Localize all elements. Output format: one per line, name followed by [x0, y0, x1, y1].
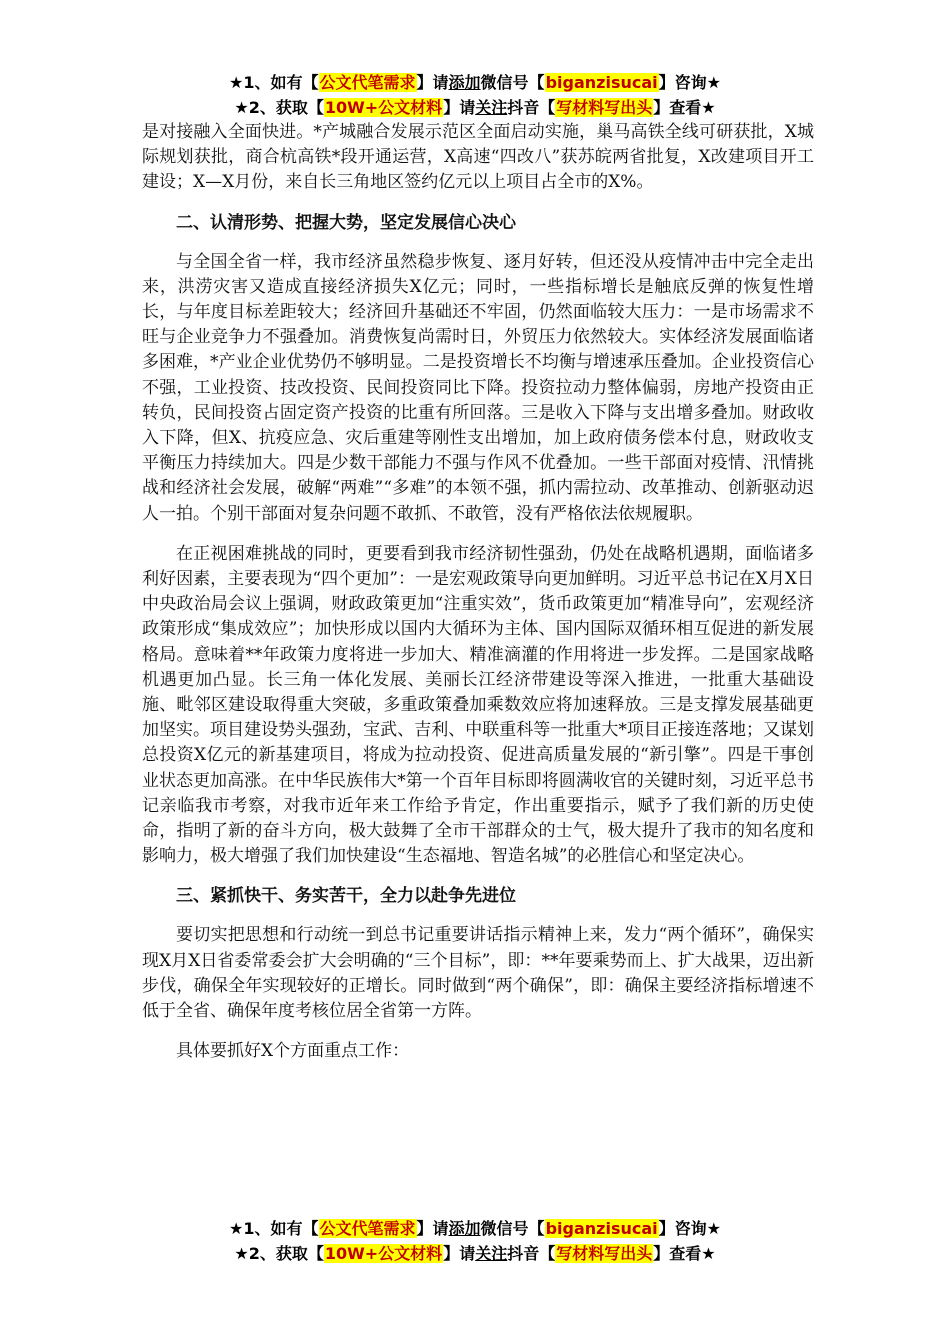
- promo-text: 】查看★: [653, 98, 716, 117]
- promo-highlight-service: 公文代笔需求: [319, 1219, 416, 1238]
- promo-line-2: [0, 95, 950, 120]
- paragraph-continued: 是对接融入全面快进。*产城融合发展示范区全面启动实施，巢马高铁全线可研获批，X城际规划获批，商合杭高铁*段开通运营，X高速“四改八”获苏皖两省批复，X改建项目开工建设；X—X月份，来自长三角地区签约亿元以上项目占全市的X%。: [142, 122, 814, 193]
- promo-underline-add: 添加: [448, 73, 481, 92]
- promo-text: 】请: [443, 98, 476, 117]
- paragraph: 要切实把思想和行动统一到总书记重要讲话指示精神上来，发力“两个循环”，确保实现X月X日省委常委会扩大会明确的“三个目标”，即：**年要乘势而上、扩大战果，迈出新步伐，确保全年实现较好的正增长。同时做到“两个确保”，即：确保主要经济指标增速不低于全省、确保年度考核位居全省第一方阵。: [142, 925, 814, 1022]
- promo-highlight-materials: 10W+公文材料: [324, 98, 443, 117]
- promo-highlight-douyin-account: 写材料写出头: [556, 98, 653, 117]
- promo-highlight-wechat-id: biganzisucai: [545, 73, 658, 92]
- paragraph: 在正视困难挑战的同时，更要看到我市经济韧性强劲，仍处在战略机遇期，面临诸多利好因素，主要表现为“四个更加”：一是宏观政策导向更加鲜明。习近平总书记在X月X日中央政治局会议上强调，财政政策更加“注重实效”，货币政策更加“精准导向”，宏观经济政策形成“集成效应”；加快形成以国内大循环为主体、国内国际双循环相互促进的新发展格局。意味着**年政策力度将进一步加大、精准滴灌的作用将进一步发挥。二是国家战略机遇更加凸显。长三角一体化发展、美丽长江经济带建设等深入推进，一批重大基础设施、毗邻区建设取得重大突破，多重政策叠加乘数效应将加速释放。三是支撑发展基础更加坚实。项目建设势头强劲，宝武、吉利、中联重科等一批重大*项目正接连落地；又谋划总投资X亿元的新基建项目，将成为拉动投资、促进高质量发展的“新引擎”。四是干事创业状态更加高涨。在中华民族伟大*第一个百年目标即将圆满收官的关键时刻，习近平总书记亲临我市考察，对我市近年来工作给予肯定，作出重要指示，赋予了我们新的历史使命，指明了新的奋斗方向，极大鼓舞了全市干部群众的士气，极大提升了我市的知名度和影响力，极大增强了我们加快建设“生态福地、智造名城”的必胜信心和坚定决心。: [142, 543, 814, 867]
- promo-text: 抖音【: [507, 98, 556, 117]
- promo-highlight-douyin-account: 写材料写出头: [556, 1244, 653, 1263]
- section-heading-2: 二、认清形势、把握大势，坚定发展信心决心: [176, 212, 516, 233]
- promo-text: 】查看★: [653, 1244, 716, 1263]
- promo-highlight-wechat-id: biganzisucai: [545, 1219, 658, 1238]
- promo-text: 】咨询★: [658, 1219, 721, 1238]
- promo-underline-follow: 关注: [475, 1244, 508, 1263]
- promo-text: 】咨询★: [658, 73, 721, 92]
- promo-footer: [0, 1216, 950, 1266]
- document-body: [142, 120, 814, 1065]
- paragraph: 具体要抓好X个方面重点工作：: [176, 1041, 410, 1062]
- promo-line-1: [0, 70, 950, 95]
- promo-text: 】请: [443, 1244, 476, 1263]
- paragraph: 与全国全省一样，我市经济虽然稳步恢复、逐月好转，但还没从疫情冲击中完全走出来，洪涝灾害又造成直接经济损失X亿元；同时，一些指标增长是触底反弹的恢复性增长，与年度目标差距较大；经济回升基础还不牢固，仍然面临较大压力：一是市场需求不旺与企业竞争力不强叠加。消费恢复尚需时日，外贸压力依然较大。实体经济发展面临诸多困难，*产业企业优势仍不够明显。二是投资增长不均衡与增速承压叠加。企业投资信心不强，工业投资、技改投资、民间投资同比下降。投资拉动力整体偏弱，房地产投资由正转负，民间投资占固定资产投资的比重有所回落。三是收入下降与支出增多叠加。财政收入下降，但X、抗疫应急、灾后重建等刚性支出增加，加上政府债务偿本付息，财政收支平衡压力持续加大。四是少数干部能力不强与作风不优叠加。一些干部面对疫情、汛情挑战和经济社会发展，破解“两难”“多难”的本领不强，抓内需拉动、改革推动、创新驱动迟人一拍。个别干部面对复杂问题不敢抓、不敢管，没有严格依法依规履职。: [142, 251, 814, 524]
- promo-underline-follow: 关注: [475, 98, 508, 117]
- promo-highlight-service: 公文代笔需求: [319, 73, 416, 92]
- promo-text: 微信号【: [480, 73, 545, 92]
- promo-text: ★2、获取【: [234, 98, 324, 117]
- promo-text: 】请: [416, 73, 449, 92]
- promo-underline-add: 添加: [448, 1219, 481, 1238]
- promo-text: 微信号【: [480, 1219, 545, 1238]
- section-heading-3: 三、紧抓快干、务实苦干，全力以赴争先进位: [176, 886, 516, 907]
- promo-header: [0, 70, 950, 120]
- promo-text: ★1、如有【: [229, 1219, 319, 1238]
- promo-line-2: [0, 1241, 950, 1266]
- promo-text: 】请: [416, 1219, 449, 1238]
- promo-line-1: [0, 1216, 950, 1241]
- promo-text: 抖音【: [507, 1244, 556, 1263]
- promo-text: ★1、如有【: [229, 73, 319, 92]
- promo-text: ★2、获取【: [234, 1244, 324, 1263]
- promo-highlight-materials: 10W+公文材料: [324, 1244, 443, 1263]
